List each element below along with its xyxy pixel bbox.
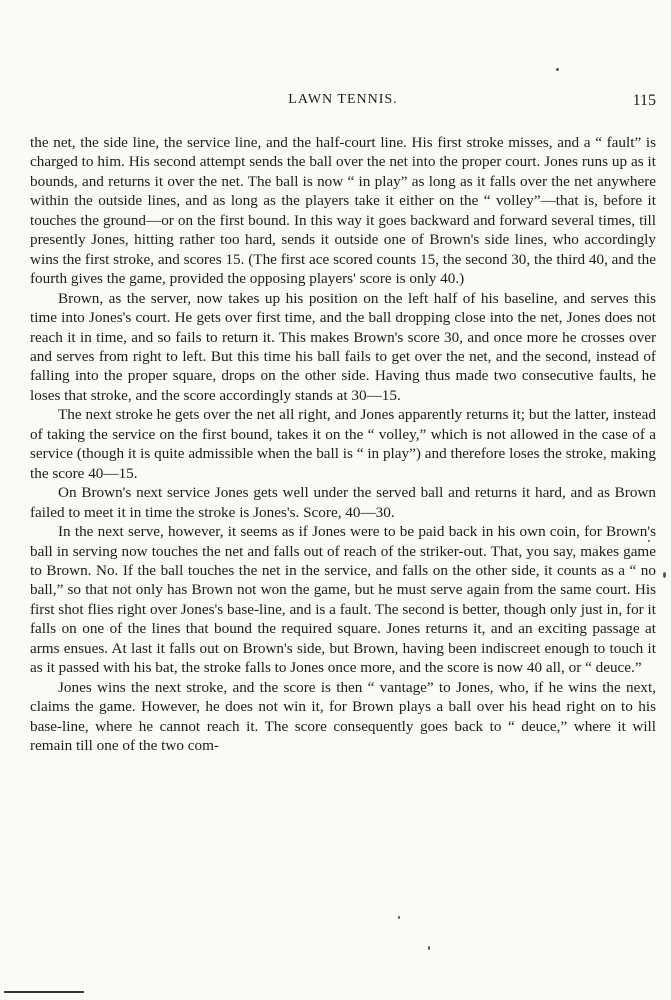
scan-speck [556, 68, 559, 71]
paragraph: the net, the side line, the service line, and the half-court line. His first stroke misses, and a “ fault” is charged to him. His second attempt sends the ball over the net into the proper court. Jones runs up as it bounds, and returns it over the net. The ball is now “ in play” as long as it falls over the net anywhere within the outside lines, and as long as the players take it either on the “ volley”—that is, before it touches the ground—or on the first bound. In this way it goes backward and forward several times, till presently Jones, hitting rather too hard, sends it outside one of Brown's side lines, who accordingly wins the first stroke, and scores 15. (The first ace scored counts 15, the second 30, the third 40, and the fourth gives the game, provided the opposing players' score is only 40.) [30, 134, 656, 288]
scan-speck [428, 946, 430, 950]
paragraph: In the next serve, however, it seems as if Jones were to be paid back in his own coin, for Brown's ball in serving now touches the net and falls out of reach of the striker-out. That, you say, makes game to Brown. No. If the ball touches the net in the service, and falls on the other side, it counts as a “ no ball,” so that not only has Brown not won the game, but he must serve again from the same court. His first shot flies right over Jones's base-line, and is a fault. The second is better, though only just in, for it falls on one of the lines that bound the required square. Jones returns it, and an exciting passage at arms ensues. At last it falls out on Brown's side, but Brown, having been indiscreet enough to touch it as it passed with his bat, the stroke falls to Jones once more, and the score is now 40 all, or “ deuce.” [30, 523, 656, 677]
running-head: LAWN TENNIS. [288, 92, 398, 107]
body-text [30, 133, 656, 756]
paragraph: Brown, as the server, now takes up his position on the left half of his baseline, and serves this time into Jones's court. He gets over first time, and the ball dropping close into the net, Jones does not reach it in time, and so fails to return it. This makes Brown's score 30, and once more he crosses over and serves from right to left. But this time his ball fails to get over the net, and the second, instead of falling into the proper square, drops on the other side. Having thus made two consecutive faults, he loses that stroke, and the score accordingly stands at 30—15. [30, 289, 656, 404]
paragraph: The next stroke he gets over the net all right, and Jones apparently returns it; but the latter, instead of taking the service on the first bound, takes it on the “ volley,” which is not allowed in the case of a service (though it is quite admissible when the ball is “ in play”) and therefore loses the stroke, making the score 40—15. [30, 406, 656, 482]
scan-speck [398, 916, 400, 919]
page-number: 115 [632, 92, 656, 109]
scan-speck [648, 540, 650, 542]
paragraph: On Brown's next service Jones gets well under the served ball and returns it hard, and as Brown failed to meet it in time the stroke is Jones's. Score, 40—30. [30, 484, 656, 521]
scan-speck [663, 572, 666, 578]
page-header [30, 92, 656, 116]
bottom-rule [4, 991, 84, 993]
paragraph: Jones wins the next stroke, and the score is then “ vantage” to Jones, who, if he wins the next, claims the game. However, he does not win it, for Brown plays a ball over his head right on to his base-line, where he cannot reach it. The score consequently goes back to “ deuce,” where it will remain till one of the two com- [30, 678, 656, 755]
